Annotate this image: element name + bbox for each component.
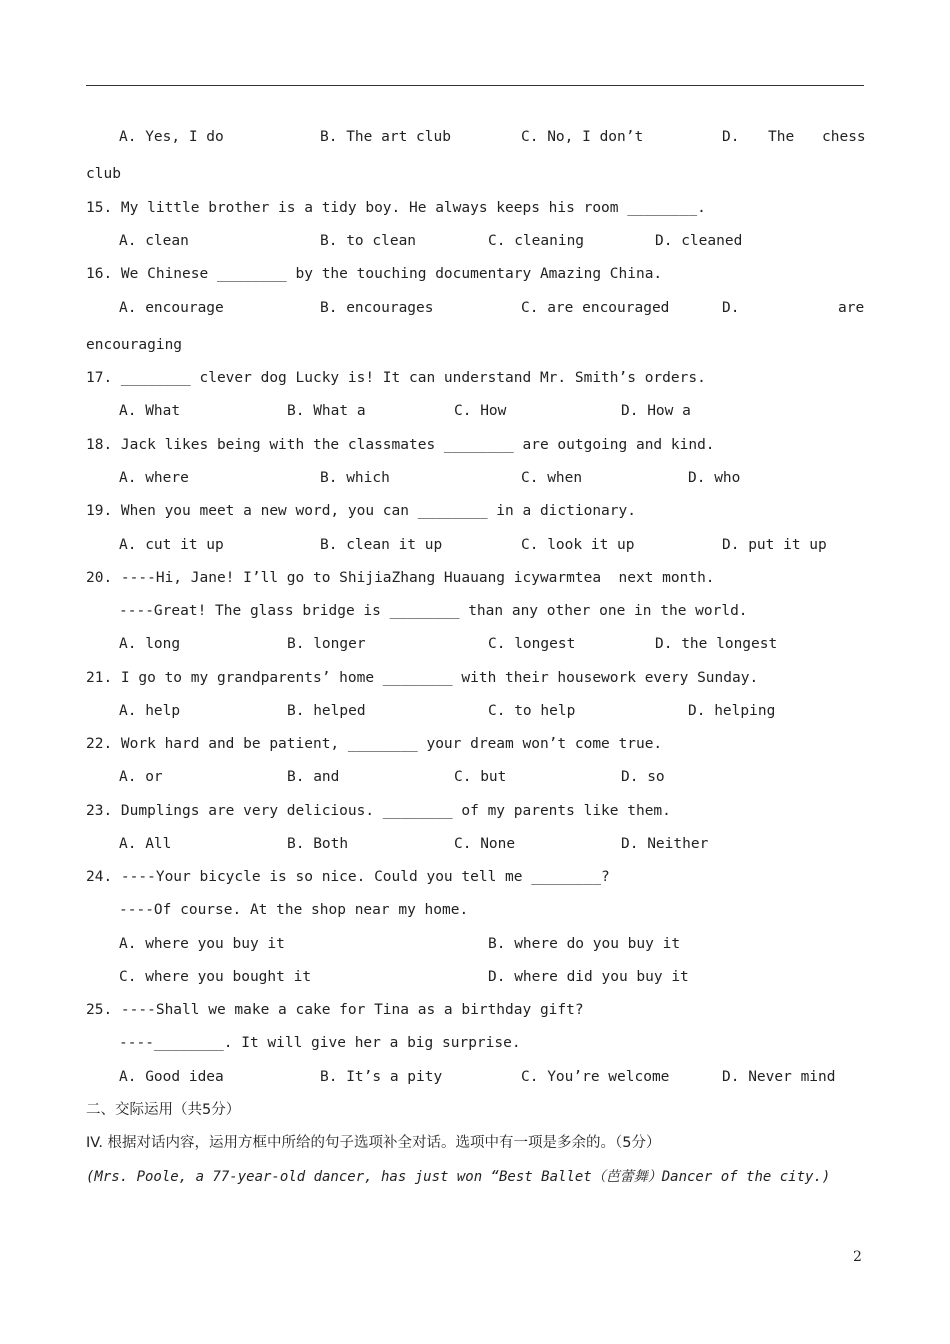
q20-stem: 20. ----Hi, Jane! I’ll go to ShijiaZhang Huauang icywarmtea next month.	[86, 570, 715, 586]
q20-stem-reply: ----Great! The glass bridge is ________ than any other one in the world.	[119, 603, 748, 619]
q23-stem: 23. Dumplings are very delicious. ________ of my parents like them.	[86, 803, 671, 819]
q25-option-d[interactable]: D. Never mind	[722, 1069, 836, 1085]
q20-option-b[interactable]: B. longer	[287, 636, 366, 652]
q16-stem: 16. We Chinese ________ by the touching documentary Amazing China.	[86, 266, 663, 282]
q21-option-c[interactable]: C. to help	[488, 703, 576, 719]
q19-option-b[interactable]: B. clean it up	[320, 537, 443, 553]
q15-option-a[interactable]: A. clean	[119, 233, 189, 249]
q18-option-a[interactable]: A. where	[119, 470, 189, 486]
q24-stem: 24. ----Your bicycle is so nice. Could you tell me ________?	[86, 869, 610, 885]
q20-option-d[interactable]: D. the longest	[655, 636, 778, 652]
q24-option-d[interactable]: D. where did you buy it	[488, 969, 689, 985]
q15-option-d[interactable]: D. cleaned	[655, 233, 743, 249]
q19-option-d[interactable]: D. put it up	[722, 537, 827, 553]
q15-stem: 15. My little brother is a tidy boy. He always keeps his room ________.	[86, 200, 706, 216]
q14-option-d-wrap: club	[86, 166, 121, 182]
section-two-title: 二、交际运用（共5分）	[86, 1102, 241, 1118]
q21-option-b[interactable]: B. helped	[287, 703, 366, 719]
q22-option-c[interactable]: C. but	[454, 769, 507, 785]
q14-option-d-word2: chess	[822, 129, 866, 145]
header-rule	[86, 85, 864, 86]
q24-option-a[interactable]: A. where you buy it	[119, 936, 285, 952]
q16-option-d-wrap: encouraging	[86, 337, 183, 353]
q16-option-d-word: are	[838, 300, 865, 316]
q16-option-c[interactable]: C. are encouraged	[521, 300, 670, 316]
q21-stem: 21. I go to my grandparents’ home ________ with their housework every Sunday.	[86, 670, 759, 686]
q23-option-b[interactable]: B. Both	[287, 836, 349, 852]
q20-option-a[interactable]: A. long	[119, 636, 181, 652]
q22-option-d[interactable]: D. so	[621, 769, 665, 785]
q25-stem: 25. ----Shall we make a cake for Tina as a birthday gift?	[86, 1002, 584, 1018]
q17-stem: 17. ________ clever dog Lucky is! It can understand Mr. Smith’s orders.	[86, 370, 706, 386]
q19-option-a[interactable]: A. cut it up	[119, 537, 224, 553]
q17-option-a[interactable]: A. What	[119, 403, 181, 419]
q23-option-d[interactable]: D. Neither	[621, 836, 709, 852]
q20-option-c[interactable]: C. longest	[488, 636, 576, 652]
dialogue-context: (Mrs. Poole, a 77-year-old dancer, has just won “Best Ballet（芭蕾舞）Dancer of the city.)	[86, 1169, 831, 1185]
q16-option-d-letter[interactable]: D.	[722, 300, 740, 316]
q18-option-b[interactable]: B. which	[320, 470, 390, 486]
q18-stem: 18. Jack likes being with the classmates ________ are outgoing and kind.	[86, 437, 715, 453]
q21-option-a[interactable]: A. help	[119, 703, 181, 719]
q15-option-c[interactable]: C. cleaning	[488, 233, 585, 249]
q23-option-c[interactable]: C. None	[454, 836, 516, 852]
q25-option-c[interactable]: C. You’re welcome	[521, 1069, 670, 1085]
q14-option-a[interactable]: A. Yes, I do	[119, 129, 224, 145]
q24-stem-reply: ----Of course. At the shop near my home.	[119, 902, 469, 918]
q15-option-b[interactable]: B. to clean	[320, 233, 417, 249]
q14-option-c[interactable]: C. No, I don’t	[521, 129, 644, 145]
q22-option-b[interactable]: B. and	[287, 769, 340, 785]
q21-option-d[interactable]: D. helping	[688, 703, 776, 719]
q22-stem: 22. Work hard and be patient, ________ your dream won’t come true.	[86, 736, 663, 752]
q24-option-b[interactable]: B. where do you buy it	[488, 936, 681, 952]
q25-option-b[interactable]: B. It’s a pity	[320, 1069, 443, 1085]
q25-option-a[interactable]: A. Good idea	[119, 1069, 224, 1085]
q22-option-a[interactable]: A. or	[119, 769, 163, 785]
q16-option-b[interactable]: B. encourages	[320, 300, 434, 316]
q25-stem-reply: ----________. It will give her a big surprise.	[119, 1035, 521, 1051]
q14-option-b[interactable]: B. The art club	[320, 129, 451, 145]
q23-option-a[interactable]: A. All	[119, 836, 172, 852]
q19-option-c[interactable]: C. look it up	[521, 537, 635, 553]
q18-option-c[interactable]: C. when	[521, 470, 583, 486]
q14-option-d-letter[interactable]: D.	[722, 129, 740, 145]
q19-stem: 19. When you meet a new word, you can ________ in a dictionary.	[86, 503, 636, 519]
section-two-instruction: IV. 根据对话内容，运用方框中所给的句子选项补全对话。选项中有一项是多余的。（5分）	[86, 1135, 661, 1151]
q16-option-a[interactable]: A. encourage	[119, 300, 224, 316]
page-number: 2	[853, 1249, 862, 1265]
q24-option-c[interactable]: C. where you bought it	[119, 969, 312, 985]
q14-option-d-word1: The	[768, 129, 795, 145]
q17-option-c[interactable]: C. How	[454, 403, 507, 419]
q17-option-b[interactable]: B. What a	[287, 403, 366, 419]
q18-option-d[interactable]: D. who	[688, 470, 741, 486]
q17-option-d[interactable]: D. How a	[621, 403, 691, 419]
